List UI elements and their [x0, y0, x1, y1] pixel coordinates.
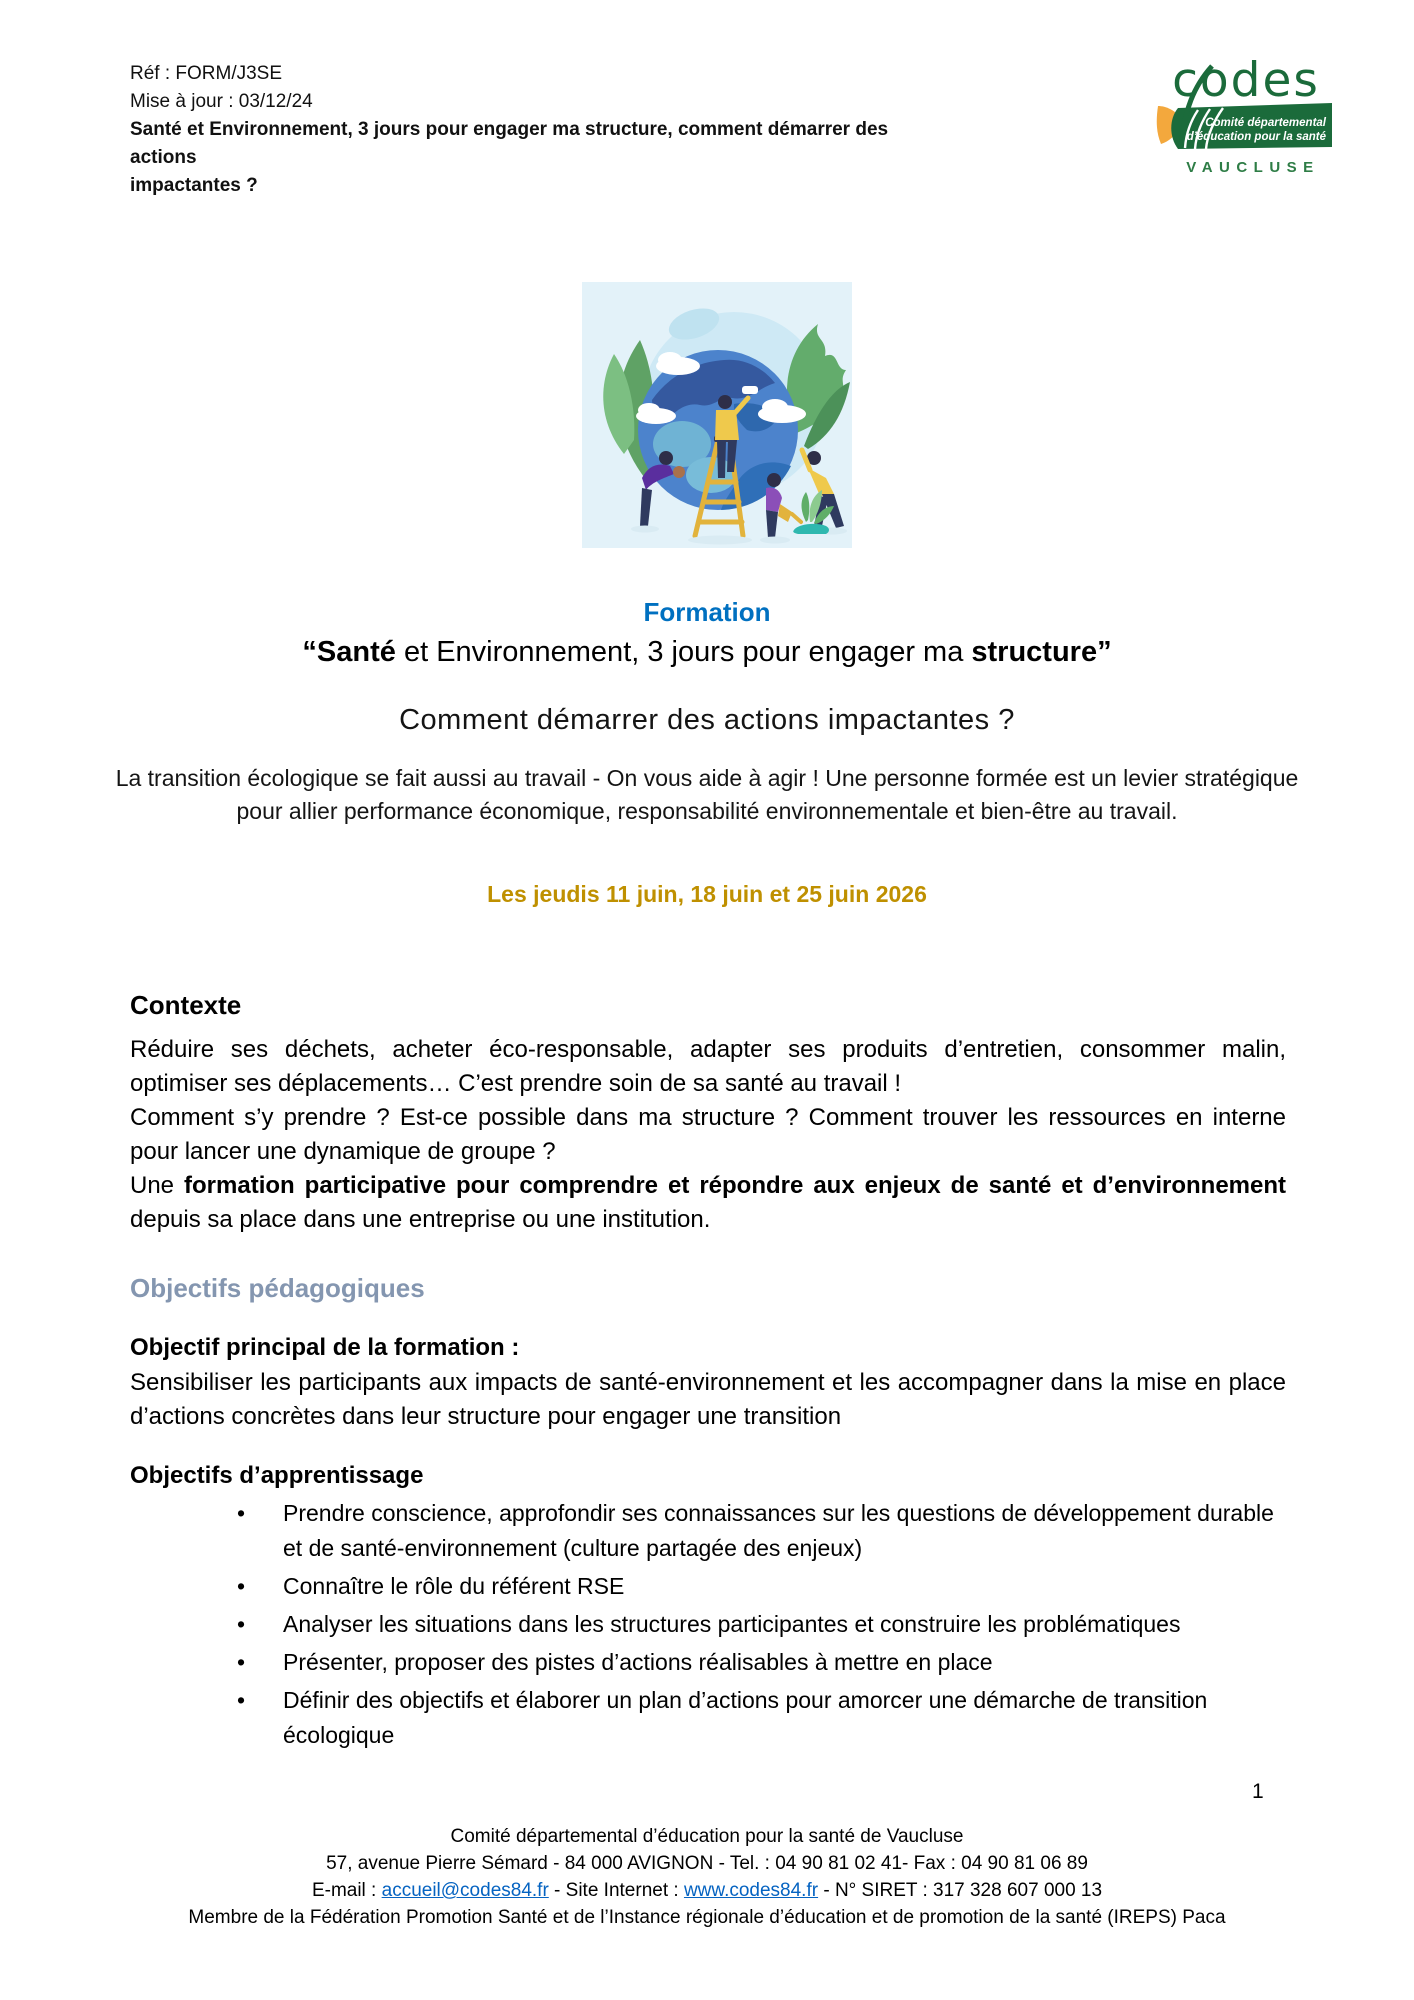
logo-banner-line1: Comité départemental	[1205, 117, 1326, 129]
contexte-heading: Contexte	[130, 990, 242, 1020]
list-item: • Analyser les situations dans les structures participantes et construire les problématiques	[283, 1607, 1286, 1642]
document-ref: Réf : FORM/J3SE	[130, 63, 283, 84]
document-footer	[76, 1823, 1338, 1931]
objectif-principal-text: Sensibiliser les participants aux impacts de santé-environnement et les accompagner dans la mise en place d’actions concrètes dans leur structure pour engager une transition	[130, 1369, 1286, 1430]
title-bold-end: structure”	[971, 636, 1112, 668]
list-item: • Prendre conscience, approfondir ses connaissances sur les questions de développement durable et de santé-environnement (culture partagée des enjeux)	[283, 1496, 1286, 1566]
list-item: • Définir des objectifs et élaborer un plan d’actions pour amorcer une démarche de transition écologique	[283, 1683, 1286, 1753]
page-number: 1	[1252, 1780, 1264, 1803]
website-link[interactable]: www.codes84.fr	[683, 1880, 819, 1901]
title-middle: et Environnement, 3 jours pour engager ma	[395, 636, 972, 668]
logo-region: VAUCLUSE	[1186, 159, 1320, 176]
contexte-bold-run: formation participative pour comprendre et répondre aux enjeux de santé et d’environnement	[184, 1172, 1287, 1199]
list-item: • Présenter, proposer des pistes d’actions réalisables à mettre en place	[283, 1645, 1286, 1680]
logo-banner-line2: d’éducation pour la santé	[1186, 131, 1326, 143]
document-updated: Mise à jour : 03/12/24	[130, 91, 313, 112]
codes-vaucluse-logo	[1154, 48, 1334, 180]
email-link[interactable]: accueil@codes84.fr	[381, 1880, 549, 1901]
objectifs-list	[130, 1496, 1286, 1753]
document-body	[130, 990, 1286, 1753]
formation-subtitle: Comment démarrer des actions impactantes ?	[399, 704, 1015, 736]
logo-wordmark: codes	[1172, 53, 1320, 108]
document-title-line2: impactantes ?	[130, 175, 258, 196]
document-title-line1: Santé et Environnement, 3 jours pour engager ma structure, comment démarrer des actions	[130, 119, 889, 168]
objectifs-heading: Objectifs pédagogiques	[130, 1273, 425, 1303]
document-header	[130, 60, 930, 200]
earth-care-illustration	[582, 282, 852, 548]
objectif-principal-label: Objectif principal de la formation :	[130, 1334, 520, 1361]
contexte-paragraph-2: Comment s’y prendre ? Est-ce possible dans ma structure ? Comment trouver les ressources en interne pour lancer une dynamique de groupe ?	[130, 1104, 1286, 1165]
contexte-paragraph-1: Réduire ses déchets, acheter éco-responsable, adapter ses produits d’entretien, consommer malin, optimiser ses déplacements… C’est prendre soin de sa santé au travail !	[130, 1036, 1286, 1097]
footer-line-4: Membre de la Fédération Promotion Santé et de l’Instance régionale d’éducation et de promotion de la santé (IREPS) Paca	[188, 1907, 1226, 1928]
contexte-paragraph-3: Une formation participative pour comprendre et répondre aux enjeux de santé et d’environnement depuis sa place dans une entreprise ou une institution.	[130, 1172, 1287, 1233]
footer-line-3: E-mail : accueil@codes84.fr - Site Internet : www.codes84.fr - N° SIRET : 317 328 607 000 13	[311, 1880, 1103, 1901]
footer-line-2: 57, avenue Pierre Sémard - 84 000 AVIGNON - Tel. : 04 90 81 02 41- Fax : 04 90 81 06 89	[326, 1853, 1088, 1874]
formation-lead: La transition écologique se fait aussi au travail - On vous aide à agir ! Une personne formée est un levier stratégique pour allier performance économique, responsabilité environnementale et bien-être au travail.	[115, 765, 1299, 824]
formation-dates: Les jeudis 11 juin, 18 juin et 25 juin 2026	[487, 881, 927, 907]
title-bold-open: “Santé	[302, 636, 396, 668]
formation-kicker: Formation	[643, 597, 771, 627]
footer-line-1: Comité départemental d’éducation pour la santé de Vaucluse	[450, 1826, 964, 1847]
objectifs-apprentissage-label: Objectifs d’apprentissage	[130, 1462, 424, 1489]
list-item: • Connaître le rôle du référent RSE	[283, 1569, 1286, 1604]
codes-logo-graphic	[1154, 48, 1334, 180]
formation-title	[0, 636, 1414, 669]
